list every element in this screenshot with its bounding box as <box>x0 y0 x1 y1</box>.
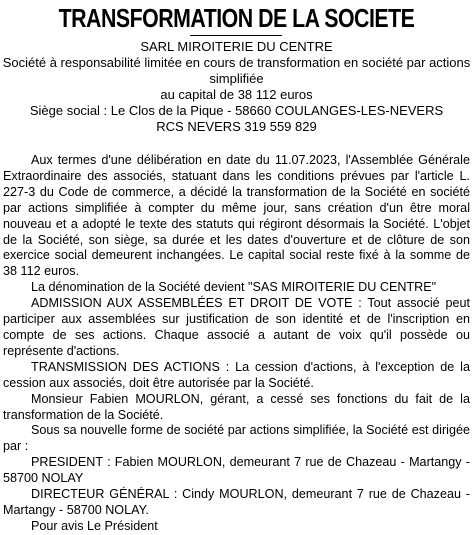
paragraph-deliberation: Aux termes d'une délibération en date du 11.07.2023, l'Assemblée Générale Extraordinaire des associés, statuant dans les conditions prévues par l'article L. 227-3 du Code de commerce, a décidé la transformation de la Société en société par actions simplifiée à compter du même jour, sans création d'un être moral nouveau et a adopté le texte des statuts qui régiront désormais la Société. L'objet de la Société, son siège, sa durée et les dates d'ouverture et de clôture de son exercice social demeurent inchangées. Le capital social reste fixé à la somme de 38 112 euros. <box>3 153 470 279</box>
notice-body <box>3 153 470 535</box>
company-rcs: RCS NEVERS 319 559 829 <box>156 119 317 134</box>
company-seat: Siège social : Le Clos de la Pique - 58660 COULANGES-LES-NEVERS <box>29 103 444 118</box>
company-name: SARL MIROITERIE DU CENTRE <box>140 39 333 54</box>
notice-title: TRANSFORMATION DE LA SOCIETE <box>58 3 415 33</box>
paragraph-management: Sous sa nouvelle forme de société par actions simplifiée, la Société est dirigée par : <box>3 423 470 454</box>
paragraph-president: PRESIDENT : Fabien MOURLON, demeurant 7 rue de Chazeau - Martangy - 58700 NOLAY <box>3 455 470 486</box>
paragraph-signature: Pour avis Le Président <box>31 518 158 533</box>
paragraph-director: DIRECTEUR GÉNÉRAL : Cindy MOURLON, demeurant 7 rue de Chazeau - Martangy - 58700 NOLAY. <box>3 487 470 517</box>
company-form-line-2: simplifiée <box>209 71 264 86</box>
title-divider <box>190 35 282 36</box>
paragraph-transmission: TRANSMISSION DES ACTIONS : La cession d'actions, à l'exception de la cession aux associés, doit être autorisée par la Société. <box>3 359 470 390</box>
company-capital: au capital de 38 112 euros <box>160 87 313 102</box>
company-header <box>0 39 473 135</box>
company-form-line-1: Société à responsabilité limitée en cours de transformation en société par actions <box>2 55 471 70</box>
paragraph-admission: ADMISSION AUX ASSEMBLÉES ET DROIT DE VOTE : Tout associé peut participer aux assemblées sur justification de son identité et de l'inscription en compte de ses actions. Chaque associé a autant de voix qu'il possède ou représente d'actions. <box>3 296 470 358</box>
paragraph-former-manager: Monsieur Fabien MOURLON, gérant, a cessé ses fonctions du fait de la transformation de la Société. <box>3 391 470 422</box>
paragraph-denomination: La dénomination de la Société devient "SAS MIROITERIE DU CENTRE" <box>31 280 437 295</box>
